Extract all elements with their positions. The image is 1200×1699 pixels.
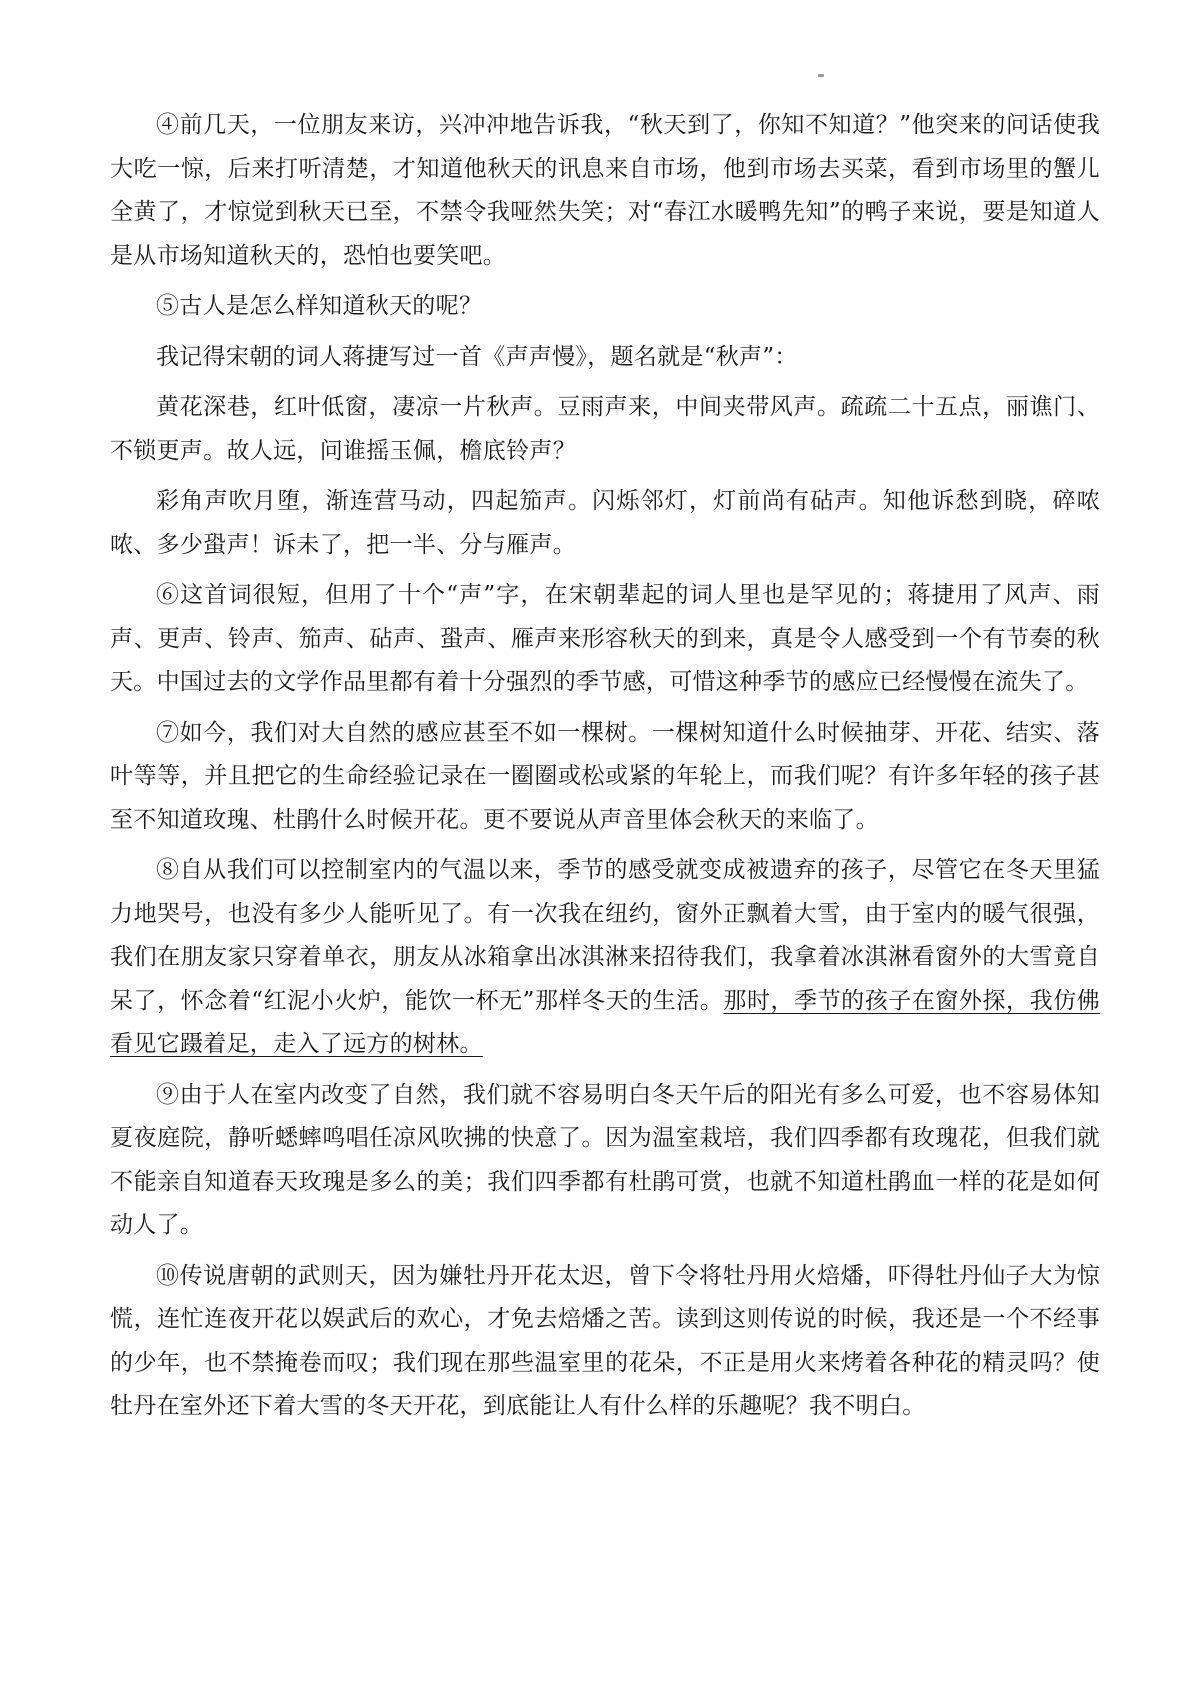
paragraph-poem-intro: 我记得宋朝的词人蒋捷写过一首《声声慢》，题名就是“秋声”： xyxy=(156,343,798,370)
scan-dot xyxy=(818,74,824,77)
underlined-sentence: 那时，季节的孩子在窗外探，我仿佛看见它蹑着足，走入了远方的树林。 xyxy=(110,987,1100,1057)
paragraph-5: ⑤古人是怎么样知道秋天的呢？ xyxy=(156,293,483,319)
paragraph-10: ⑩传说唐朝的武则天，因为嫌牡丹开花太迟，曾下令将牡丹用火焙燔，吓得牡丹仙子大为惊慌，连忙连夜开花以娱武后的欢心，才免去焙燔之苦。读到这则传说的时候，我还是一个不经事的少年，也不禁掩卷而叹；我们现在那些温室里的花朵，不正是用火来烤着各种花的精灵吗？使牡丹在室外还下着大雪的冬天开花，到底能让人有什么样的乐趣呢？我不明白。 xyxy=(110,1262,1100,1419)
paragraph-8-text: ⑧自从我们可以控制室内的气温以来，季节的感受就变成被遗弃的孩子，尽管它在冬天里猛力地哭号，也没有多少人能听见了。有一次我在纽约，窗外正飘着大雪，由于室内的暖气很强，我们在朋友家只穿着单衣，朋友从冰箱拿出冰淇淋来招待我们，我拿着冰淇淋看窗外的大雪竟自呆了，怀念着“红泥小火炉，能饮一杯无”那样冬天的生活。 xyxy=(110,857,1100,1014)
paragraph-4: ④前几天，一位朋友来访，兴冲冲地告诉我，“秋天到了，你知不知道？”他突来的问话使我大吃一惊，后来打听清楚，才知道他秋天的讯息来自市场，他到市场去买菜，看到市场里的蟹儿全黄了，才惊觉到秋天已至，不禁令我哑然失笑；对“春江水暖鸭先知”的鸭子来说，要是知道人是从市场知道秋天的，恐怕也要笑吧。 xyxy=(110,112,1100,269)
paragraph-7: ⑦如今，我们对大自然的感应甚至不如一棵树。一棵树知道什么时候抽芽、开花、结实、落叶等等，并且把它的生命经验记录在一圈圈或松或紧的年轮上，而我们呢？有许多年轻的孩子甚至不知道玫瑰、杜鹃什么时候开花。更不要说从声音里体会秋天的来临了。 xyxy=(110,719,1100,833)
poem-stanza-1: 黄花深巷，红叶低窗，凄凉一片秋声。豆雨声来，中间夹带风声。疏疏二十五点，丽谯门、不锁更声。故人远，问谁摇玉佩，檐底铃声？ xyxy=(110,394,1100,464)
paragraph-9: ⑨由于人在室内改变了自然，我们就不容易明白冬天午后的阳光有多么可爱，也不容易体知夏夜庭院，静听蟋蟀鸣唱任凉风吹拂的快意了。因为温室栽培，我们四季都有玫瑰花，但我们就不能亲自知道春天玫瑰是多么的美；我们四季都有杜鹃可赏，也就不知道杜鹃血一样的花是如何动人了。 xyxy=(110,1081,1100,1238)
paragraph-8 xyxy=(110,849,1100,1067)
poem-stanza-2: 彩角声吹月堕，渐连营马动，四起笳声。闪烁邻灯，灯前尚有砧声。知他诉愁到晓，碎哝哝、多少蛩声！诉未了，把一半、分与雁声。 xyxy=(110,488,1100,558)
paragraph-6: ⑥这首词很短，但用了十个“声”字，在宋朝辈起的词人里也是罕见的；蒋捷用了风声、雨声、更声、铃声、笳声、砧声、蛩声、雁声来形容秋天的到来，真是令人感受到一个有节奏的秋天。中国过去的文学作品里都有着十分强烈的季节感，可惜这种季节的感应已经慢慢在流失了。 xyxy=(110,582,1100,695)
